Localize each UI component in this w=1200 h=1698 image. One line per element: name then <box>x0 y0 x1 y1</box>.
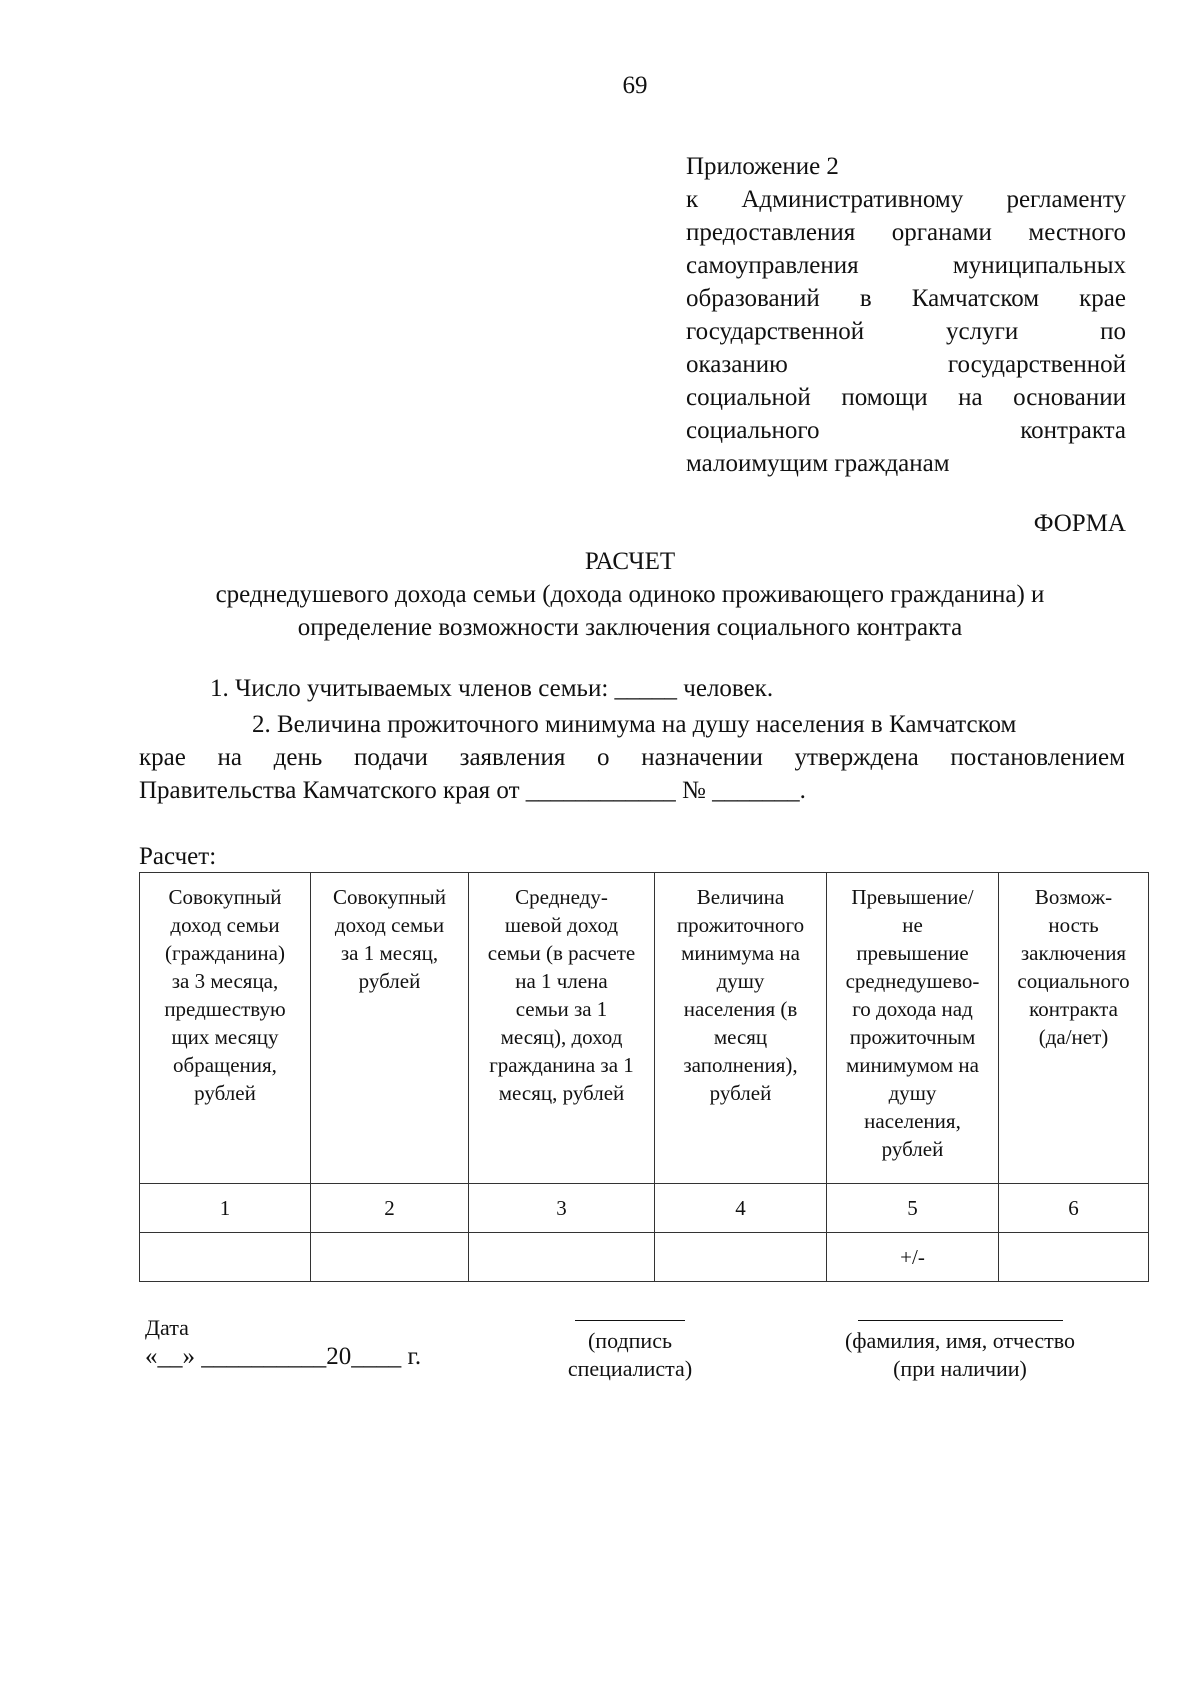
header-line: обращения, <box>173 1053 277 1077</box>
data-cell[interactable] <box>469 1233 655 1282</box>
header-line: Величина <box>696 885 785 909</box>
item-2-line-3: Правительства Камчатского края от ____________ № _______. <box>139 777 806 804</box>
appendix-word: муниципальных <box>952 252 1126 279</box>
appendix-word: на <box>958 384 983 411</box>
header-line: шевой доход <box>504 913 619 937</box>
data-cell[interactable] <box>311 1233 469 1282</box>
header-line: Совокупный <box>168 885 282 909</box>
header-line: контракта <box>1029 997 1118 1021</box>
appendix-line <box>686 282 1126 315</box>
item-2-word: назначении <box>641 744 763 771</box>
appendix-word: помощи <box>841 384 928 411</box>
data-cell[interactable] <box>140 1233 311 1282</box>
appendix-word: образований <box>686 285 820 312</box>
appendix-word: по <box>1100 318 1126 345</box>
appendix-line <box>686 216 1126 249</box>
item-1-family-members: 1. Число учитываемых членов семьи: _____ человек. <box>210 675 774 702</box>
name-caption-2: (при наличии) <box>893 1356 1027 1381</box>
data-cell[interactable] <box>999 1233 1149 1282</box>
table-header-row <box>140 873 1149 1184</box>
appendix-word: оказанию <box>686 351 788 378</box>
header-line: Возмож- <box>1034 885 1113 909</box>
item-2-word: на <box>217 744 242 771</box>
column-number-cell: 4 <box>655 1184 827 1233</box>
header-line: (гражданина) <box>165 941 285 965</box>
table-header-cell <box>140 873 311 1184</box>
specialist-signature <box>545 1320 715 1383</box>
appendix-word: Камчатском <box>911 285 1040 312</box>
appendix-line <box>686 381 1126 414</box>
table-header-cell <box>827 873 999 1184</box>
header-line: за 1 месяц, <box>340 941 439 965</box>
appendix-word: малоимущим гражданам <box>686 450 950 477</box>
appendix-word: основании <box>1013 384 1126 411</box>
item-2-word: о <box>597 744 610 771</box>
column-number-cell: 2 <box>311 1184 469 1233</box>
appendix-word: услуги <box>946 318 1019 345</box>
item-2-word: постановлением <box>950 744 1125 771</box>
header-line: щих месяцу <box>171 1025 279 1049</box>
item-2-word: подачи <box>353 744 428 771</box>
header-line: душу <box>888 1081 937 1105</box>
column-number-cell: 5 <box>827 1184 999 1233</box>
header-line: предшествую <box>164 997 286 1021</box>
header-line: населения, <box>864 1109 961 1133</box>
header-line: среднедушево- <box>845 969 980 993</box>
header-line: рублей <box>709 1081 772 1105</box>
header-line: не <box>902 913 923 937</box>
appendix-word: контракта <box>1020 417 1126 444</box>
header-line: прожиточным <box>849 1025 976 1049</box>
header-line: за 3 месяца, <box>171 969 279 993</box>
column-number-cell: 6 <box>999 1184 1149 1233</box>
column-number-cell: 3 <box>469 1184 655 1233</box>
header-line: минимума на <box>681 941 800 965</box>
appendix-word: государственной <box>686 318 865 345</box>
appendix-line <box>686 414 1126 447</box>
header-line: месяц, рублей <box>498 1081 625 1105</box>
header-line: на 1 члена <box>515 969 608 993</box>
appendix-word: предоставления <box>686 219 856 246</box>
appendix-word: самоуправления <box>686 252 859 279</box>
header-line: рублей <box>358 969 421 993</box>
forma-label: ФОРМА <box>1033 510 1126 537</box>
table-data-row <box>140 1233 1149 1282</box>
name-line <box>858 1320 1063 1321</box>
item-2-word: утверждена <box>794 744 919 771</box>
appendix-line <box>686 315 1126 348</box>
header-line: социального <box>1017 969 1130 993</box>
header-line: гражданина за 1 <box>489 1053 634 1077</box>
page-number: 69 <box>622 72 648 99</box>
appendix-word: государственной <box>947 351 1126 378</box>
header-line: Среднеду- <box>515 885 608 909</box>
header-line: заполнения), <box>683 1053 798 1077</box>
header-line: населения (в <box>683 997 798 1021</box>
date-label: Дата <box>145 1315 189 1340</box>
header-line: доход семьи <box>334 913 445 937</box>
header-line: Превышение/ <box>851 885 974 909</box>
calculation-label: Расчет: <box>139 843 217 870</box>
signature-caption-2: специалиста) <box>567 1356 693 1381</box>
appendix-word: в <box>859 285 872 312</box>
appendix-block <box>686 150 1126 480</box>
header-line: Совокупный <box>332 885 446 909</box>
column-number-cell: 1 <box>140 1184 311 1233</box>
calculation-table <box>139 872 1149 1282</box>
data-cell[interactable] <box>655 1233 827 1282</box>
appendix-line <box>686 150 1126 183</box>
header-line: минимумом на <box>845 1053 979 1077</box>
header-line: заключения <box>1020 941 1127 965</box>
appendix-line <box>686 183 1126 216</box>
header-line: прожиточного <box>676 913 805 937</box>
data-cell[interactable]: +/- <box>827 1233 999 1282</box>
header-line: месяц), доход <box>500 1025 623 1049</box>
signature-caption-1: (подпись <box>587 1328 672 1353</box>
header-line: семьи (в расчете <box>487 941 636 965</box>
title-line-1: среднедушевого дохода семьи (дохода одиноко проживающего гражданина) и <box>215 581 1045 608</box>
table-header-cell <box>655 873 827 1184</box>
document-title <box>136 545 1124 644</box>
table-header-cell <box>999 873 1149 1184</box>
appendix-word: социального <box>686 417 820 444</box>
appendix-word: регламенту <box>1006 186 1126 213</box>
table-header-cell <box>469 873 655 1184</box>
appendix-line <box>686 447 1126 480</box>
title-main: РАСЧЕТ <box>584 548 676 575</box>
header-line: го дохода над <box>852 997 973 1021</box>
appendix-word: крае <box>1079 285 1126 312</box>
header-line: семьи за 1 <box>515 997 608 1021</box>
header-line: рублей <box>194 1081 256 1105</box>
appendix-word: органами <box>891 219 992 246</box>
appendix-word: Приложение 2 <box>686 153 839 180</box>
appendix-word: местного <box>1028 219 1126 246</box>
full-name-field <box>830 1320 1090 1383</box>
header-line: (да/нет) <box>1038 1025 1109 1049</box>
name-caption-1: (фамилия, имя, отчество <box>844 1328 1076 1353</box>
appendix-line <box>686 348 1126 381</box>
date-field: «__» __________20____ г. <box>145 1343 422 1370</box>
item-2-line-1: 2. Величина прожиточного минимума на душу населения в Камчатском <box>252 711 1017 738</box>
header-line: месяц <box>713 1025 768 1049</box>
title-line-2: определение возможности заключения социального контракта <box>297 614 963 641</box>
table-header-cell <box>311 873 469 1184</box>
item-2-word: крае <box>139 744 186 771</box>
header-line: превышение <box>856 941 969 965</box>
header-line: рублей <box>881 1137 944 1161</box>
appendix-word: социальной <box>686 384 811 411</box>
appendix-word: к <box>686 186 699 213</box>
header-line: душу <box>716 969 765 993</box>
header-line: ность <box>1048 913 1099 937</box>
table-number-row <box>140 1184 1149 1233</box>
item-2-line-2 <box>139 741 1125 774</box>
item-2-word: день <box>273 744 323 771</box>
item-2-word: заявления <box>459 744 566 771</box>
item-2-subsistence-minimum <box>139 708 1125 807</box>
signature-line <box>575 1320 685 1321</box>
appendix-line <box>686 249 1126 282</box>
header-line: доход семьи <box>170 913 280 937</box>
appendix-word: Административному <box>741 186 964 213</box>
